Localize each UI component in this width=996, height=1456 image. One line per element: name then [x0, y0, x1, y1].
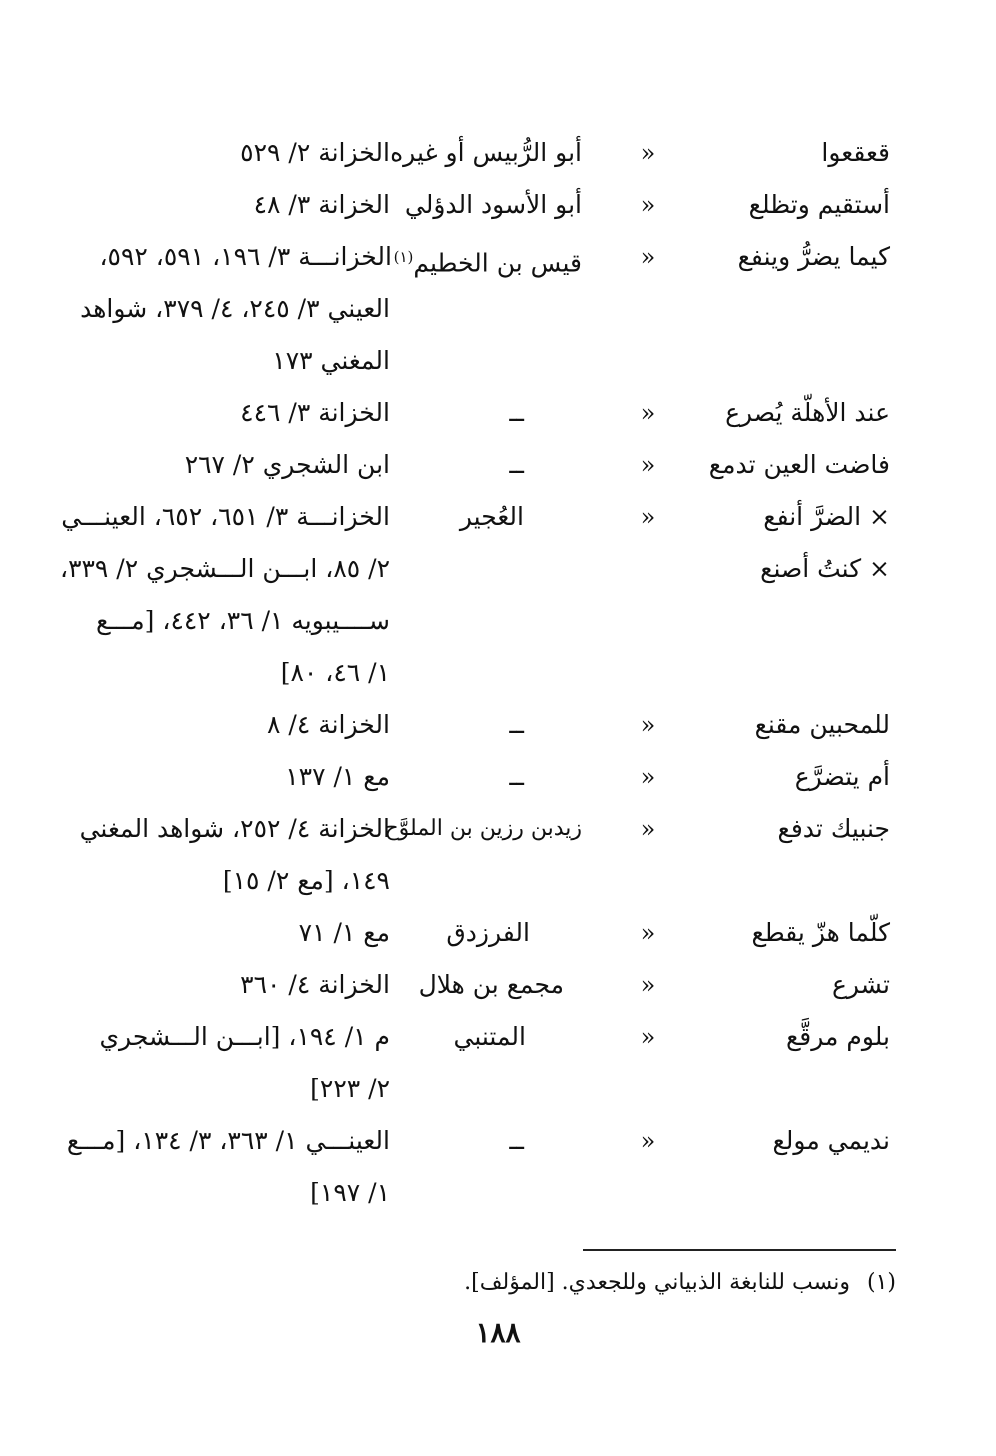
- entry-row: [0, 705, 996, 745]
- footnote-separator: [583, 1249, 896, 1251]
- ditto-mark: «: [640, 399, 656, 427]
- entry-row: [0, 913, 996, 953]
- footnote-text: ونسب للنابغة الذبياني وللجعدي. [المؤلف].: [464, 1270, 850, 1295]
- verse-text: كيما يضرُّ وينفع: [737, 242, 890, 271]
- reference-text: مع ١/ ٧١: [298, 918, 390, 947]
- poet-name: أبو الأسود الدؤلي: [404, 190, 582, 219]
- reference-text: مع ١/ ١٣٧: [285, 762, 390, 791]
- entry-row: [0, 1017, 996, 1057]
- poet-dash: ــ: [509, 762, 524, 791]
- entry-row: [0, 237, 996, 277]
- verse-text: عند الأهلّة يُصرع: [725, 398, 890, 427]
- reference-text: م ١/ ١٩٤، [ابـــن الـــشجري: [99, 1022, 390, 1051]
- verse-text: بلوم مرقَّع: [785, 1022, 890, 1051]
- reference-continuation: ١٤٩، [مع ٢/ ١٥]: [222, 866, 390, 895]
- ditto-mark: «: [640, 139, 656, 167]
- entry-row: [0, 965, 996, 1005]
- poet-dash: ــ: [509, 710, 524, 739]
- ditto-mark: «: [640, 191, 656, 219]
- verse-text: فاضت العين تدمع: [708, 450, 890, 479]
- poet-name: [394, 237, 582, 283]
- verse-text: نديمي مولع: [772, 1126, 890, 1155]
- reference-text: الخزانـــة ٣/ ١٩٦، ٥٩١، ٥٩٢،: [99, 242, 392, 271]
- verse-text: كلّما هزّ يقطع: [751, 918, 890, 947]
- verse-text: للمحبين مقنع: [754, 710, 890, 739]
- poet-name: مجمع بن هلال: [418, 970, 564, 999]
- poet-name: الفرزدق: [446, 918, 530, 947]
- reference-continuation: ٢/ ٢٢٣]: [310, 1074, 390, 1103]
- ditto-mark: «: [640, 815, 656, 843]
- poet-name: أبو الرُّبيس أو غيره: [390, 138, 582, 167]
- footnote-reference[interactable]: (١): [393, 248, 414, 266]
- entry-row: [0, 549, 996, 589]
- reference-text: الخزانة ٣/ ٤٤٦: [240, 398, 390, 427]
- ditto-mark: «: [640, 919, 656, 947]
- reference-continuation: ١/ ١٩٧]: [310, 1178, 390, 1207]
- verse-text: أستقيم وتظلع: [748, 190, 890, 219]
- ditto-mark: «: [640, 971, 656, 999]
- footnote: [464, 1266, 896, 1300]
- reference-text: الخزانة ٤/ ٣٦٠: [240, 970, 390, 999]
- poet-name: العُجير: [459, 502, 524, 531]
- verse-text: أم يتضرَّع: [794, 762, 890, 791]
- ditto-mark: «: [640, 1023, 656, 1051]
- ditto-mark: «: [640, 243, 656, 271]
- poet-name-text: قيس بن الخطيم: [413, 248, 582, 278]
- footnote-mark: (١): [866, 1270, 896, 1295]
- poet-name: زيدبن رزين بن الملوَّح: [384, 816, 582, 841]
- ditto-mark: «: [640, 503, 656, 531]
- entry-row: [0, 1121, 996, 1161]
- entry-row: [0, 757, 996, 797]
- reference-text: الخزانـــة ٣/ ٦٥١، ٦٥٢، العينـــي: [61, 502, 390, 531]
- ditto-mark: «: [640, 1127, 656, 1155]
- poet-dash: ــ: [509, 1126, 524, 1155]
- entry-row: [0, 445, 996, 485]
- ditto-mark: «: [640, 711, 656, 739]
- entry-row: [0, 185, 996, 225]
- poet-dash: ــ: [509, 398, 524, 427]
- reference-continuation: ســــيبويه ١/ ٣٦، ٤٤٢، [مـــع: [96, 606, 390, 635]
- verse-text: جنبيك تدفع: [777, 814, 890, 843]
- reference-text: ٢/ ٨٥، ابـــن الـــشجري ٢/ ٣٣٩،: [59, 554, 390, 583]
- reference-text: الخزانة ٣/ ٤٨: [253, 190, 390, 219]
- verse-text: × الضرَّ أنفع: [763, 502, 890, 531]
- entry-row: [0, 809, 996, 849]
- reference-text: الخزانة ٤/ ٢٥٢، شواهد المغني: [79, 814, 390, 843]
- reference-text: الخزانة ٢/ ٥٢٩: [240, 138, 390, 167]
- verse-text: × كنتُ أصنع: [760, 554, 890, 583]
- reference-text: ابن الشجري ٢/ ٢٦٧: [184, 450, 390, 479]
- verse-text: قعقعوا: [821, 138, 890, 167]
- reference-continuation: المغني ١٧٣: [272, 346, 390, 375]
- ditto-mark: «: [640, 451, 656, 479]
- poet-name: المتنبي: [453, 1022, 526, 1051]
- poet-dash: ــ: [509, 450, 524, 479]
- page-number: ١٨٨: [475, 1316, 521, 1349]
- entry-row: [0, 497, 996, 537]
- reference-text: الخزانة ٤/ ٨: [267, 710, 390, 739]
- entry-row: [0, 393, 996, 433]
- reference-continuation: ١/ ٤٦، ٨٠]: [280, 658, 390, 687]
- ditto-mark: «: [640, 763, 656, 791]
- entry-row: [0, 133, 996, 173]
- reference-continuation: العيني ٣/ ٢٤٥، ٤/ ٣٧٩، شواهد: [80, 294, 390, 323]
- reference-text: العينـــي ١/ ٣٦٣، ٣/ ١٣٤، [مـــع: [66, 1126, 390, 1155]
- verse-text: تشرع: [832, 970, 890, 999]
